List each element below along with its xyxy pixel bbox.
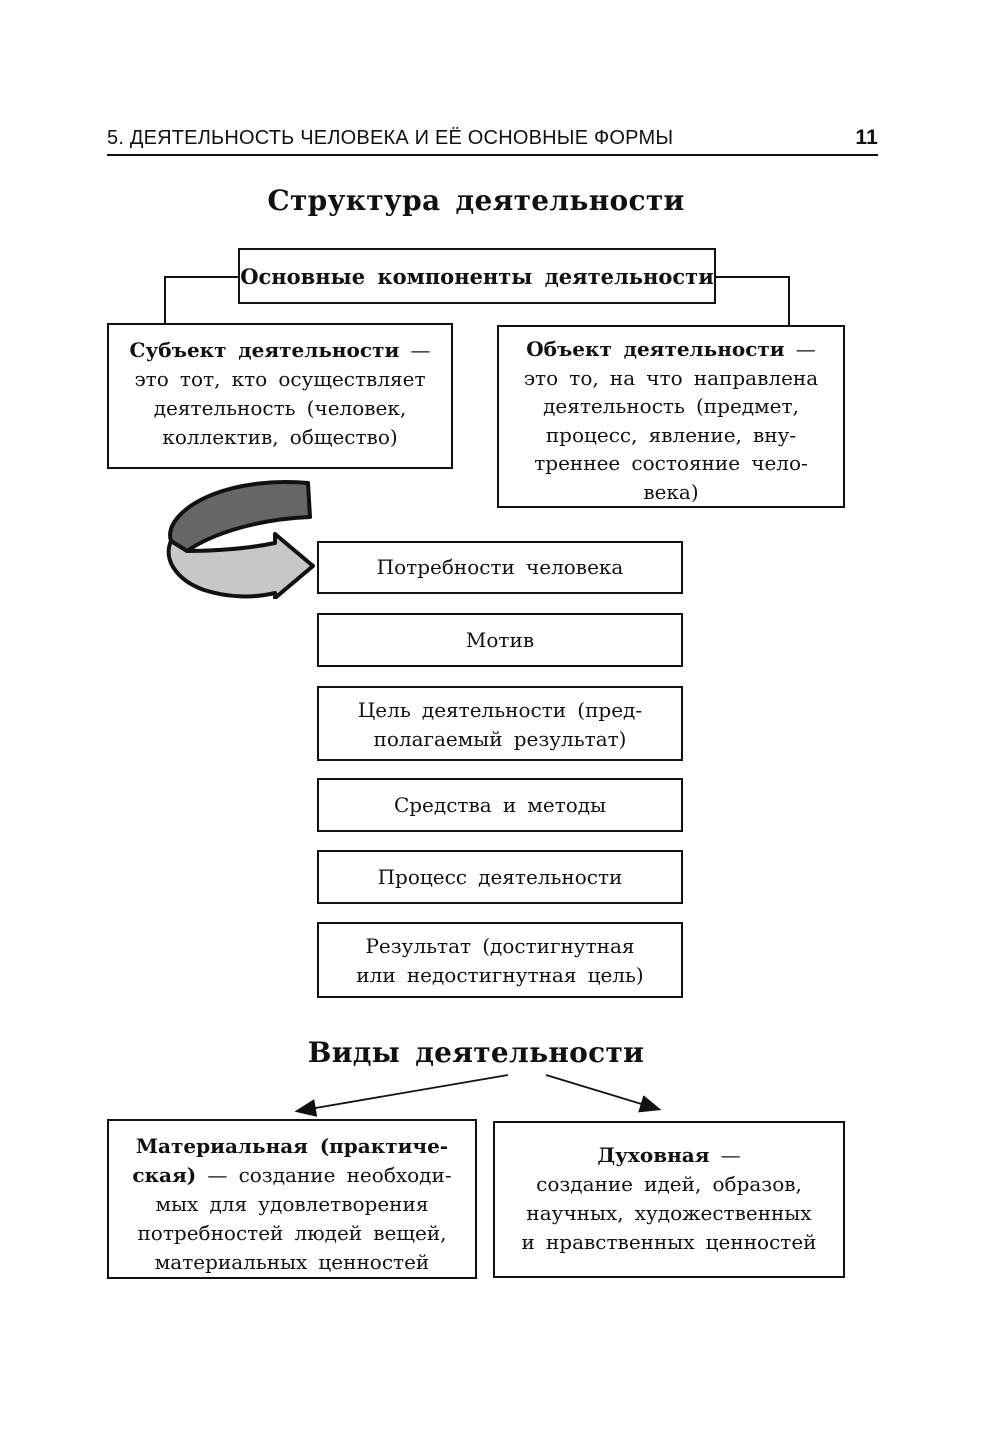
chain-box-result: Результат (достигнутная или недостигнутная цель)	[317, 922, 683, 998]
page-title: Структура деятельности	[267, 184, 685, 217]
types-heading: Виды деятельности	[307, 1036, 645, 1069]
chain-box-needs: Потребности человека	[317, 541, 683, 594]
subject-term-line: Субъект деятельности —	[129, 338, 431, 362]
chain-box-means: Средства и методы	[317, 778, 683, 832]
object-line: деятельность (предмет,	[543, 394, 799, 418]
subject-line: деятельность (человек,	[153, 396, 407, 420]
subject-line: это тот, кто осуществляет	[134, 367, 426, 391]
spiritual-line: создание идей, образов,	[536, 1172, 802, 1196]
section-title: 5. ДЕЯТЕЛЬНОСТЬ ЧЕЛОВЕКА И ЕЁ ОСНОВНЫЕ ФОРМЫ	[107, 127, 674, 149]
spiritual-line: и нравственных ценностей	[521, 1230, 817, 1254]
spiritual-line: научных, художественных	[526, 1201, 812, 1225]
fork-arrows	[250, 1066, 700, 1121]
material-term-line: Материальная (практиче-	[135, 1134, 449, 1158]
chain-box-goal: Цель деятельности (пред- полагаемый результат)	[317, 686, 683, 761]
chain-box-process: Процесс деятельности	[317, 850, 683, 904]
object-term-line: Объект деятельности —	[526, 337, 816, 361]
object-line: треннее состояние чело-	[534, 451, 808, 475]
page-number: 11	[855, 126, 878, 149]
spiritual-box	[493, 1121, 845, 1278]
arrow-down-right-icon	[546, 1075, 658, 1109]
material-line: потребностей людей вещей,	[137, 1221, 447, 1245]
object-box	[497, 325, 845, 508]
chain-box-motive: Мотив	[317, 613, 683, 667]
connector-left-vertical	[164, 276, 166, 324]
material-box	[107, 1119, 477, 1279]
curved-arrow-icon	[156, 477, 316, 599]
subject-box	[107, 323, 453, 469]
material-line: мых для удовлетворения	[155, 1192, 429, 1216]
material-term-line2: ская) — создание необходи-	[132, 1163, 452, 1187]
material-line: материальных ценностей	[154, 1250, 430, 1274]
root-box: Основные компоненты деятельности	[238, 248, 716, 304]
spiritual-term-line: Духовная —	[597, 1143, 741, 1167]
connector-right-horizontal	[716, 276, 790, 278]
ribbon-top-band	[170, 482, 310, 551]
connector-right-vertical	[788, 276, 790, 326]
header-rule	[107, 154, 878, 156]
subject-line: коллектив, общество)	[162, 425, 398, 449]
object-line: это то, на что направлена	[523, 365, 819, 390]
running-head	[107, 126, 878, 150]
object-line: века)	[643, 479, 699, 504]
object-line: процесс, явление, вну-	[545, 422, 797, 447]
arrow-down-left-icon	[298, 1075, 508, 1111]
connector-left-horizontal	[164, 276, 238, 278]
